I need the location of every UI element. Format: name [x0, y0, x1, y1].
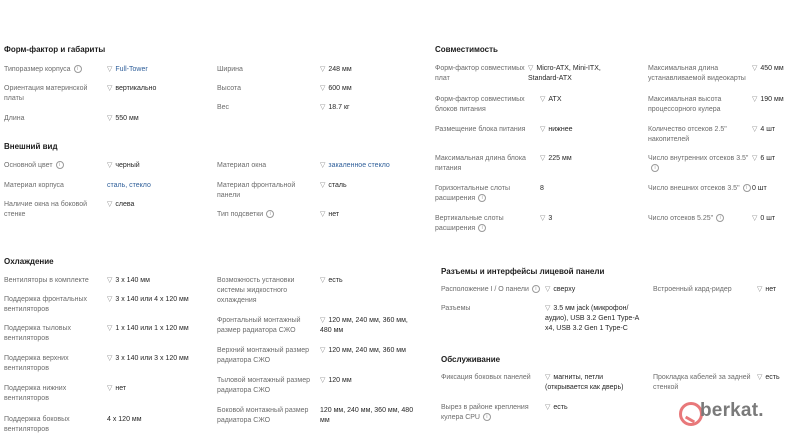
spec-value-height: ▽ 600 мм: [320, 85, 352, 92]
spec-value-psu-length: ▽ 225 мм: [540, 155, 572, 162]
spec-label-rear-radiator: Тыловой монтажный размер радиатора СЖО: [217, 377, 310, 394]
spec-label-side-radiator: Боковой монтажный размер радиатора СЖО: [217, 407, 309, 424]
spec-label-front-material: Материал фронтальной панели: [217, 182, 296, 199]
filter-icon[interactable]: ▽: [545, 286, 551, 293]
filter-icon[interactable]: ▽: [545, 305, 551, 312]
spec-value-ports: ▽ 3.5 мм jack (микрофон/аудио), USB 3.2 Gen1 Type-A x4, USB 3.2 Gen 1 Type-C: [545, 305, 639, 332]
filter-icon[interactable]: ▽: [320, 104, 326, 111]
filter-icon[interactable]: ▽: [107, 66, 113, 73]
filter-icon[interactable]: ▽: [752, 155, 758, 162]
spec-label-side-panel-fixing: Фиксация боковых панелей: [441, 374, 531, 381]
filter-icon[interactable]: ▽: [540, 155, 546, 162]
spec-value-lighting: ▽ нет: [320, 211, 340, 218]
info-icon[interactable]: i: [743, 184, 751, 192]
spec-label-weight: Вес: [217, 104, 230, 111]
spec-label-bottom-fans: Поддержка нижних вентиляторов: [4, 385, 67, 402]
spec-value-case-type[interactable]: ▽ Full-Tower: [107, 66, 148, 73]
spec-label-horizontal-slots: Горизонтальные слоты расширения i: [435, 185, 511, 202]
filter-icon[interactable]: ▽: [752, 96, 758, 103]
filter-icon[interactable]: ▽: [757, 286, 763, 293]
spec-label-vertical-slots: Вертикальные слоты расширения i: [435, 215, 504, 232]
spec-label-case-material: Материал корпуса: [4, 182, 64, 189]
info-icon[interactable]: i: [74, 65, 82, 73]
spec-value-side-panel-fixing: ▽ магниты, петли (открывается как дверь): [545, 374, 624, 391]
filter-icon[interactable]: ▽: [545, 404, 551, 411]
filter-icon[interactable]: ▽: [545, 374, 551, 381]
spec-label-lcs: Возможность установки системы жидкостного охлаждения: [217, 277, 295, 304]
info-icon[interactable]: i: [266, 210, 274, 218]
filter-icon[interactable]: ▽: [107, 85, 113, 92]
spec-label-window-material: Материал окна: [217, 162, 267, 169]
spec-value-window-material[interactable]: ▽ закаленное стекло: [320, 162, 390, 169]
filter-icon[interactable]: ▽: [540, 126, 546, 133]
filter-icon[interactable]: ▽: [320, 85, 326, 92]
spec-value-psu-placement: ▽ нижнее: [540, 126, 573, 133]
spec-value-horizontal-slots: 8: [540, 185, 544, 192]
spec-value-cpu-cutout: ▽ есть: [545, 404, 568, 411]
spec-value-weight: ▽ 18.7 кг: [320, 104, 350, 111]
filter-icon[interactable]: ▽: [320, 277, 326, 284]
spec-value-cable-routing: ▽ есть: [757, 374, 780, 381]
spec-value-mb-orientation: ▽ вертикально: [107, 85, 157, 92]
spec-value-side-fans: 4 x 120 мм: [107, 416, 142, 423]
filter-icon[interactable]: ▽: [320, 317, 326, 324]
spec-value-gpu-length: ▽ 450 мм: [752, 65, 784, 72]
spec-value-cooler-height: ▽ 190 мм: [752, 96, 784, 103]
spec-value-lcs: ▽ есть: [320, 277, 343, 284]
filter-icon[interactable]: ▽: [528, 65, 534, 72]
spec-label-cooler-height: Максимальная высота процессорного кулера: [648, 96, 722, 113]
spec-label-mb-orientation: Ориентация материнской платы: [4, 85, 88, 102]
spec-value-mb-formfactor: ▽ Micro-ATX, Mini-ITX, Standard-ATX: [528, 65, 601, 82]
filter-icon[interactable]: ▽: [107, 115, 113, 122]
spec-label-cable-routing: Прокладка кабелей за задней стенкой: [653, 374, 751, 391]
spec-label-cpu-cutout: Вырез в районе крепления кулера CPU i: [441, 404, 529, 421]
spec-value-vertical-slots: ▽ 3: [540, 215, 553, 222]
spec-value-rear-fans: ▽ 1 x 140 или 1 x 120 мм: [107, 325, 189, 332]
spec-label-height: Высота: [217, 85, 242, 92]
section-cooling: Охлаждение: [4, 257, 54, 266]
filter-icon[interactable]: ▽: [540, 96, 546, 103]
spec-label-case-type: Типоразмер корпуса i: [4, 65, 99, 75]
filter-icon[interactable]: ▽: [752, 215, 758, 222]
spec-label-mb-formfactor: Форм-фактор совместимых плат: [435, 65, 525, 82]
spec-value-525-bays: ▽ 0 шт: [752, 215, 776, 222]
spec-label-width: Ширина: [217, 66, 243, 73]
info-icon[interactable]: i: [483, 413, 491, 421]
spec-label-35-external: Число внешних отсеков 3.5" i: [648, 184, 753, 194]
spec-label-ports: Разъемы: [441, 305, 471, 312]
section-compatibility: Совместимость: [435, 45, 498, 54]
spec-label-525-bays: Число отсеков 5.25" i: [648, 214, 753, 224]
section-front-panel: Разъемы и интерфейсы лицевой панели: [441, 267, 605, 276]
filter-icon[interactable]: ▽: [107, 277, 113, 284]
spec-value-35-external: 0 шт: [752, 185, 767, 192]
spec-label-included-fans: Вентиляторы в комплекте: [4, 277, 89, 284]
spec-value-front-material: ▽ сталь: [320, 182, 347, 189]
spec-label-front-radiator: Фронтальный монтажный размер радиатора СЖО: [217, 317, 301, 334]
spec-value-width: ▽ 248 мм: [320, 66, 352, 73]
filter-icon[interactable]: ▽: [320, 182, 326, 189]
spec-value-top-radiator: ▽ 120 мм, 240 мм, 360 мм: [320, 347, 406, 354]
spec-label-top-radiator: Верхний монтажный размер радиатора СЖО: [217, 347, 310, 364]
spec-value-front-radiator: ▽ 120 мм, 240 мм, 360 мм, 480 мм: [320, 317, 408, 334]
spec-label-psu-length: Максимальная длина блока питания: [435, 155, 526, 172]
spec-label-25-bays: Количество отсеков 2.5" накопителей: [648, 126, 727, 143]
filter-icon[interactable]: ▽: [107, 385, 113, 392]
filter-icon[interactable]: ▽: [320, 347, 326, 354]
spec-label-rear-fans: Поддержка тыловых вентиляторов: [4, 325, 72, 342]
info-icon[interactable]: i: [651, 164, 659, 172]
spec-label-length: Длина: [4, 115, 25, 122]
filter-icon[interactable]: ▽: [107, 201, 113, 208]
spec-label-35-internal: Число внутренних отсеков 3.5"i: [648, 155, 749, 172]
berkat-logo: berkat.: [700, 400, 764, 421]
spec-value-35-internal: ▽ 6 шт: [752, 155, 776, 162]
spec-value-psu-formfactor: ▽ ATX: [540, 96, 562, 103]
filter-icon[interactable]: ▽: [107, 162, 113, 169]
spec-value-case-material[interactable]: сталь, стекло: [107, 182, 151, 189]
spec-label-card-reader: Встроенный кард-ридер: [653, 286, 732, 293]
filter-icon[interactable]: ▽: [320, 211, 326, 218]
spec-label-side-fans: Поддержка боковых вентиляторов: [4, 416, 70, 433]
spec-value-io-location: ▽ сверху: [545, 286, 576, 293]
filter-icon[interactable]: ▽: [320, 66, 326, 73]
spec-label-psu-placement: Размещение блока питания: [435, 126, 526, 133]
spec-label-gpu-length: Максимальная длина устанавливаемой видеокарты: [648, 65, 746, 82]
info-icon[interactable]: i: [532, 285, 540, 293]
section-appearance: Внешний вид: [4, 142, 58, 151]
spec-value-bottom-fans: ▽ нет: [107, 385, 127, 392]
spec-value-color: ▽ черный: [107, 162, 140, 169]
spec-value-length: ▽ 550 мм: [107, 115, 139, 122]
spec-value-included-fans: ▽ 3 x 140 мм: [107, 277, 150, 284]
spec-value-side-window: ▽ слева: [107, 201, 135, 208]
info-icon[interactable]: i: [716, 214, 724, 222]
filter-icon[interactable]: ▽: [107, 325, 113, 332]
spec-value-top-fans: ▽ 3 x 140 или 3 x 120 мм: [107, 355, 189, 362]
filter-icon[interactable]: ▽: [752, 65, 758, 72]
info-icon[interactable]: i: [56, 161, 64, 169]
section-form-factor: Форм-фактор и габариты: [4, 45, 106, 54]
spec-label-psu-formfactor: Форм-фактор совместимых блоков питания: [435, 96, 525, 113]
info-icon[interactable]: i: [478, 194, 486, 202]
filter-icon[interactable]: ▽: [320, 377, 326, 384]
spec-label-io-location: Расположение I / O панели i: [441, 285, 540, 295]
filter-icon[interactable]: ▽: [320, 162, 326, 169]
spec-label-front-fans: Поддержка фронтальных вентиляторов: [4, 296, 88, 313]
filter-icon[interactable]: ▽: [752, 126, 758, 133]
spec-value-side-radiator: 120 мм, 240 мм, 360 мм, 480 мм: [320, 407, 414, 424]
filter-icon[interactable]: ▽: [107, 355, 113, 362]
section-service: Обслуживание: [441, 355, 501, 364]
spec-label-lighting: Тип подсветки i: [217, 210, 274, 220]
spec-label-color: Основной цвет i: [4, 161, 64, 171]
info-icon[interactable]: i: [478, 224, 486, 232]
spec-value-rear-radiator: ▽ 120 мм: [320, 377, 352, 384]
spec-label-top-fans: Поддержка верхних вентиляторов: [4, 355, 69, 372]
filter-icon[interactable]: ▽: [757, 374, 763, 381]
spec-value-25-bays: ▽ 4 шт: [752, 126, 776, 133]
spec-label-side-window: Наличие окна на боковой стенке: [4, 201, 88, 218]
spec-value-card-reader: ▽ нет: [757, 286, 777, 293]
filter-icon[interactable]: ▽: [540, 215, 546, 222]
filter-icon[interactable]: ▽: [107, 296, 113, 303]
spec-value-front-fans: ▽ 3 x 140 или 4 x 120 мм: [107, 296, 189, 303]
